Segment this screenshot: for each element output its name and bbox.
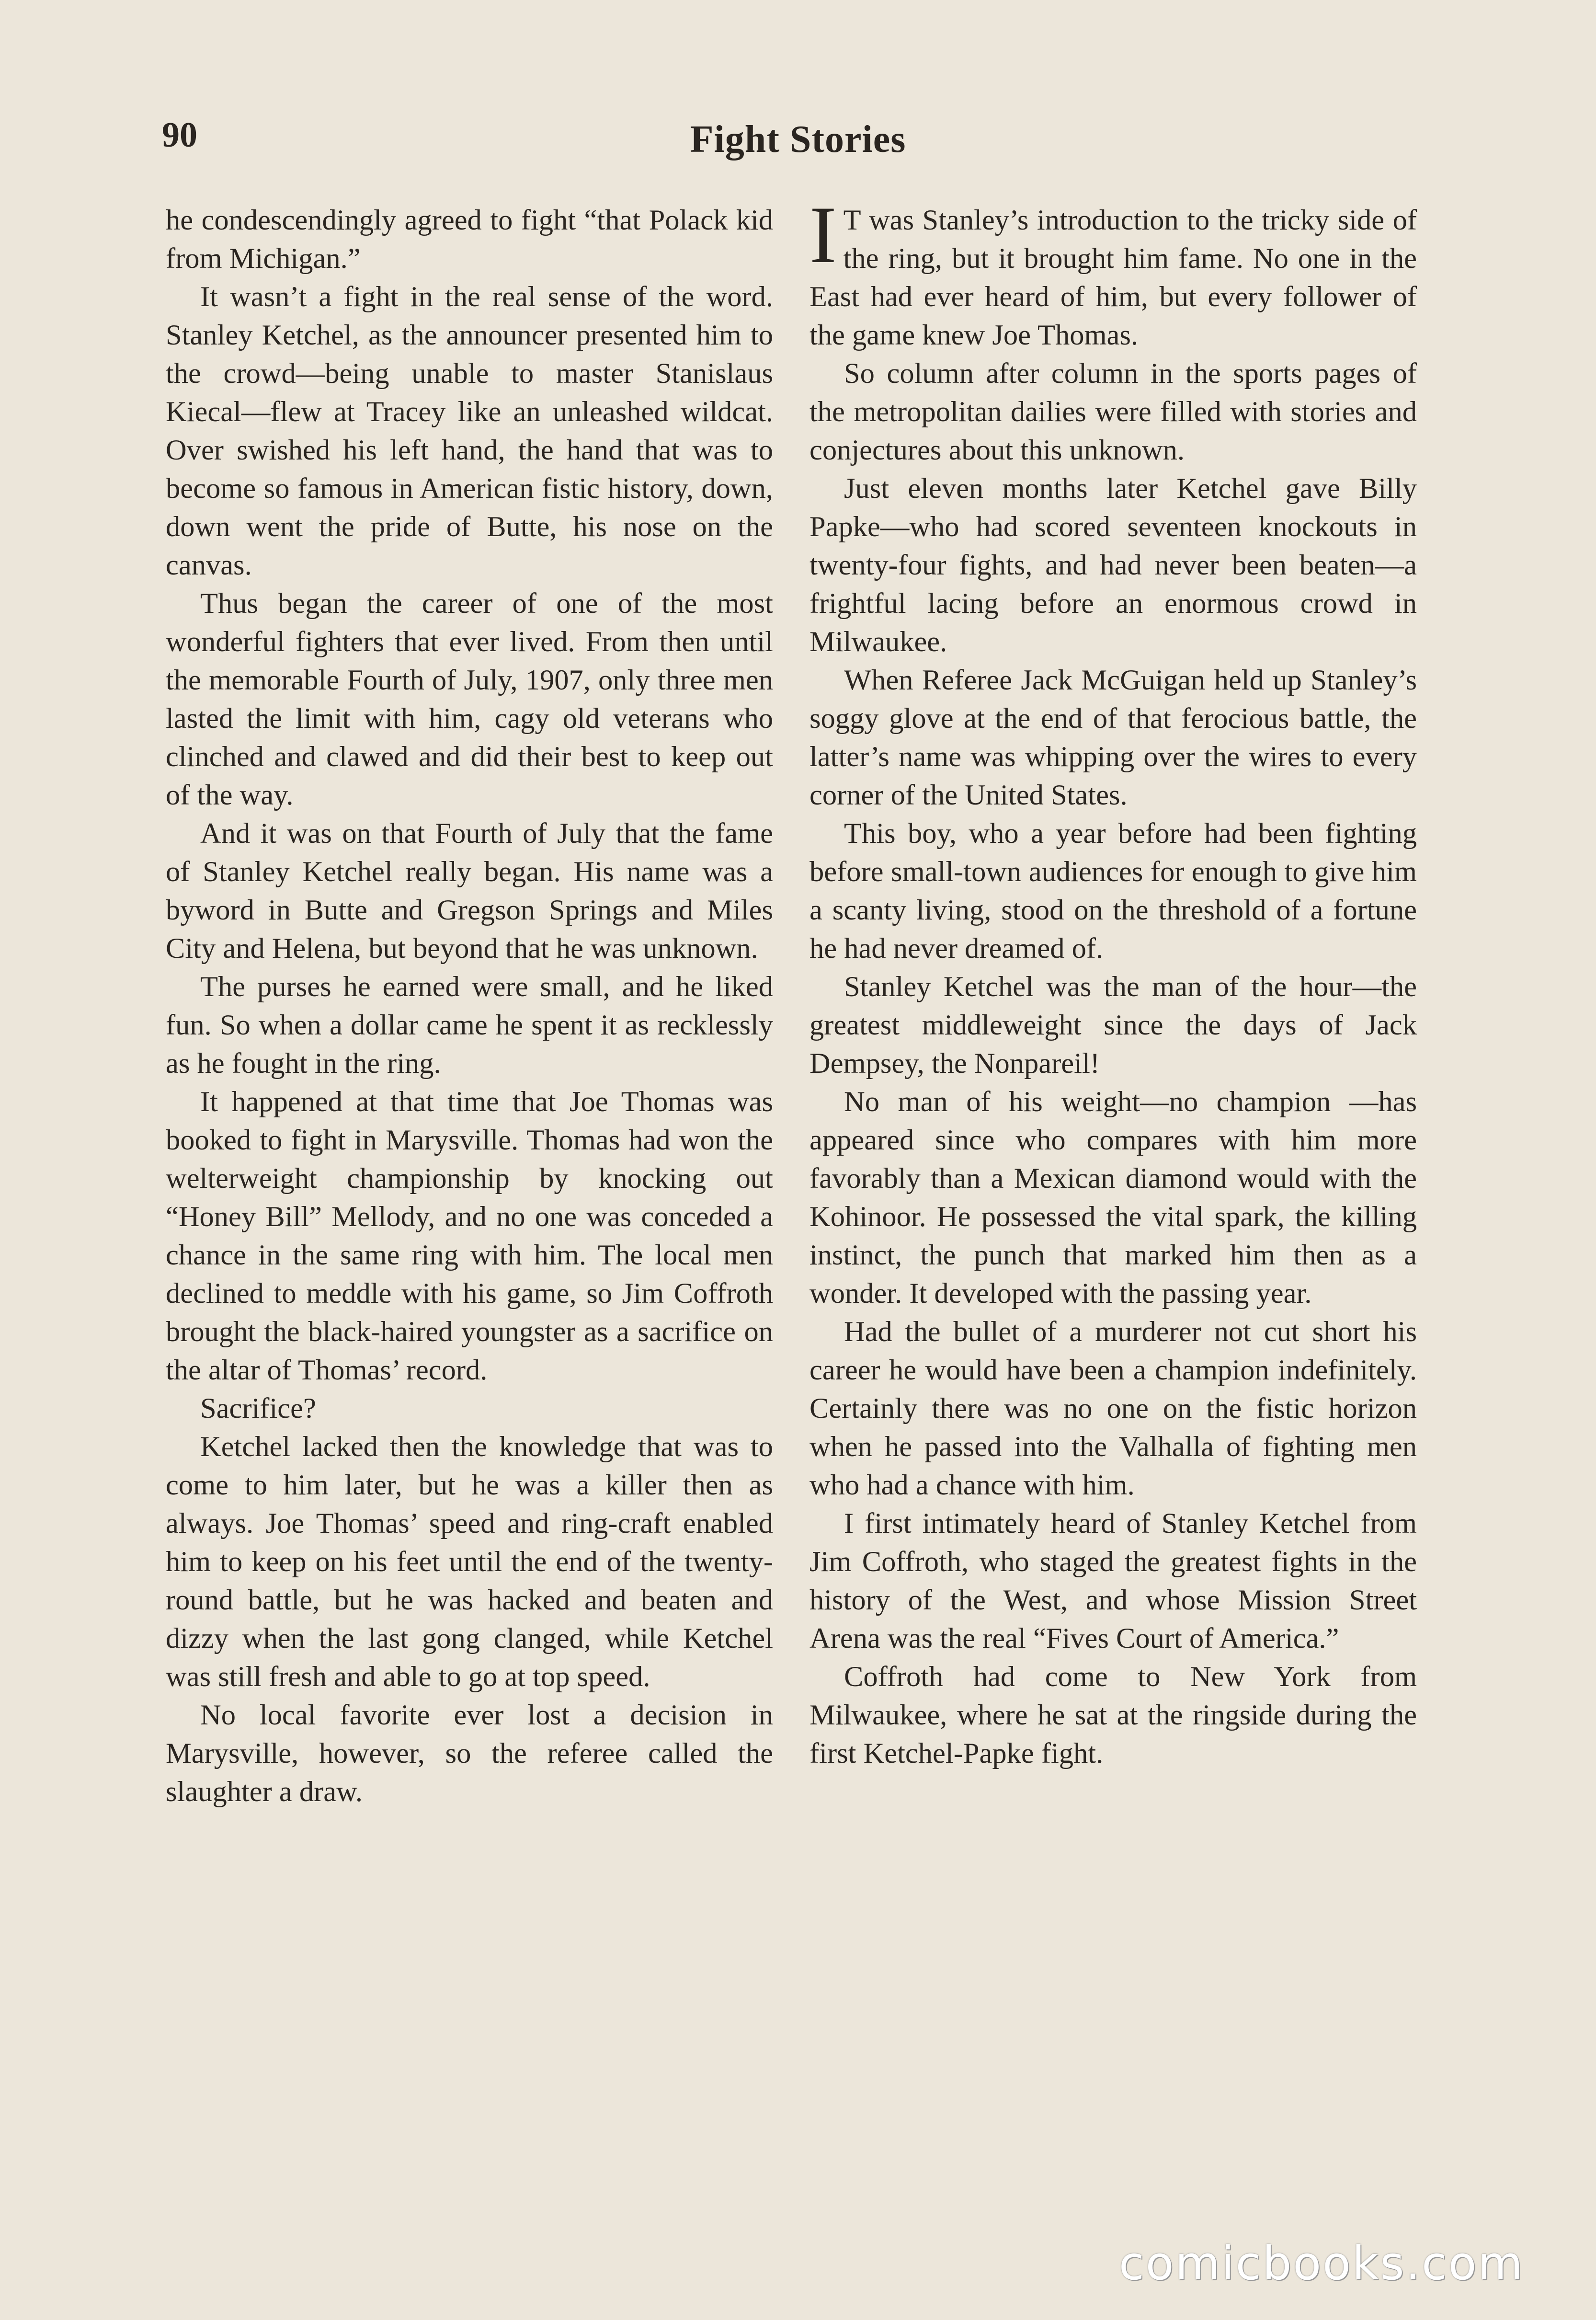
paragraph: The purses he earned were small, and he liked fun. So when a dollar came he spent it as recklessly as he fought in the ring. — [166, 971, 773, 1080]
paragraph: Just eleven months later Ketchel gave Billy Papke—who had scored seventeen knockouts in twenty-four fights, and had never been beaten—a frightful lacing before an enormous crowd in Milwaukee. — [809, 472, 1417, 658]
running-title: Fight Stories — [690, 118, 906, 161]
watermark: comicbooks.com — [1118, 2237, 1524, 2290]
page-number: 90 — [162, 115, 197, 155]
paragraph: Sacrifice? — [200, 1392, 316, 1424]
paragraph: It happened at that time that Joe Thomas was booked to fight in Marysville. Thomas had won the welterweight championship by knocking out “Honey Bill” Mellody, and no one was conceded a chance in the same ring with him. The local men declined to meddle with his game, so Jim Coffroth brought the black-haired youngster as a sacrifice on the altar of Thomas’ record. — [166, 1086, 773, 1386]
paragraph: he condescendingly agreed to fight “that Polack kid from Michigan.” — [166, 204, 773, 275]
drop-cap: I — [809, 190, 837, 280]
paragraph: I first intimately heard of Stanley Ketchel from Jim Coffroth, who staged the greatest fights in the history of the West, and whose Mission Street Arena was the real “Fives Court of America.” — [809, 1507, 1417, 1654]
opening-paragraph — [809, 190, 1417, 355]
paragraph: Had the bullet of a murderer not cut short his career he would have been a champion indefinitely. Certainly there was no one on the fistic horizon when he passed into the Valhalla of fighting men who had a chance with him. — [809, 1316, 1417, 1501]
paragraph: No man of his weight—no champion —has appeared since who compares with him more favorably than a Mexican diamond would with the Kohinoor. He possessed the vital spark, the killing instinct, the punch that marked him then as a wonder. It developed with the passing year. — [809, 1086, 1417, 1309]
paragraph: And it was on that Fourth of July that the fame of Stanley Ketchel really began. His name was a byword in Butte and Gregson Springs and Miles City and Helena, but beyond that he was unknown. — [166, 817, 773, 965]
paragraph: It wasn’t a fight in the real sense of the word. Stanley Ketchel, as the announcer presented him to the crowd—being unable to master Stanislaus Kiecal—flew at Tracey like an unleashed wildcat. Over swished his left hand, the hand that was to become so famous in American fistic history, down, down went the pride of Butte, his nose on the canvas. — [166, 281, 773, 581]
paragraph: Coffroth had come to New York from Milwaukee, where he sat at the ringside during the first Ketchel-Papke fight. — [809, 1661, 1417, 1769]
paragraph: No local favorite ever lost a decision in Marysville, however, so the referee called the slaughter a draw. — [166, 1699, 773, 1808]
right-column — [809, 190, 1417, 1773]
left-column — [166, 201, 773, 1811]
paragraph: So column after column in the sports pages of the metropolitan dailies were filled with stories and conjectures about this unknown. — [809, 357, 1417, 466]
paragraph: This boy, who a year before had been fighting before small-town audiences for enough to give him a scanty living, stood on the threshold of a fortune he had never dreamed of. — [809, 817, 1417, 965]
paragraph: Thus began the career of one of the most wonderful fighters that ever lived. From then until the memorable Fourth of July, 1907, only three men lasted the limit with him, cagy old veterans who clinched and clawed and did their best to keep out of the way. — [166, 587, 773, 811]
paragraph: Stanley Ketchel was the man of the hour—the greatest middleweight since the days of Jack Dempsey, the Nonpareil! — [809, 971, 1417, 1080]
paragraph: When Referee Jack McGuigan held up Stanley’s soggy glove at the end of that ferocious battle, the latter’s name was whipping over the wires to every corner of the United States. — [809, 664, 1417, 811]
paragraph: Ketchel lacked then the knowledge that was to come to him later, but he was a killer then as always. Joe Thomas’ speed and ring-craft enabled him to keep on his feet until the end of the twenty-round battle, but he was hacked and beaten and dizzy when the last gong clanged, while Ketchel was still fresh and able to go at top speed. — [166, 1431, 773, 1693]
opening-text: T was Stanley’s introduction to the tricky side of the ring, but it brought him fame. No one in the East had ever heard of him, but every follower of the game knew Joe Thomas. — [809, 204, 1417, 351]
